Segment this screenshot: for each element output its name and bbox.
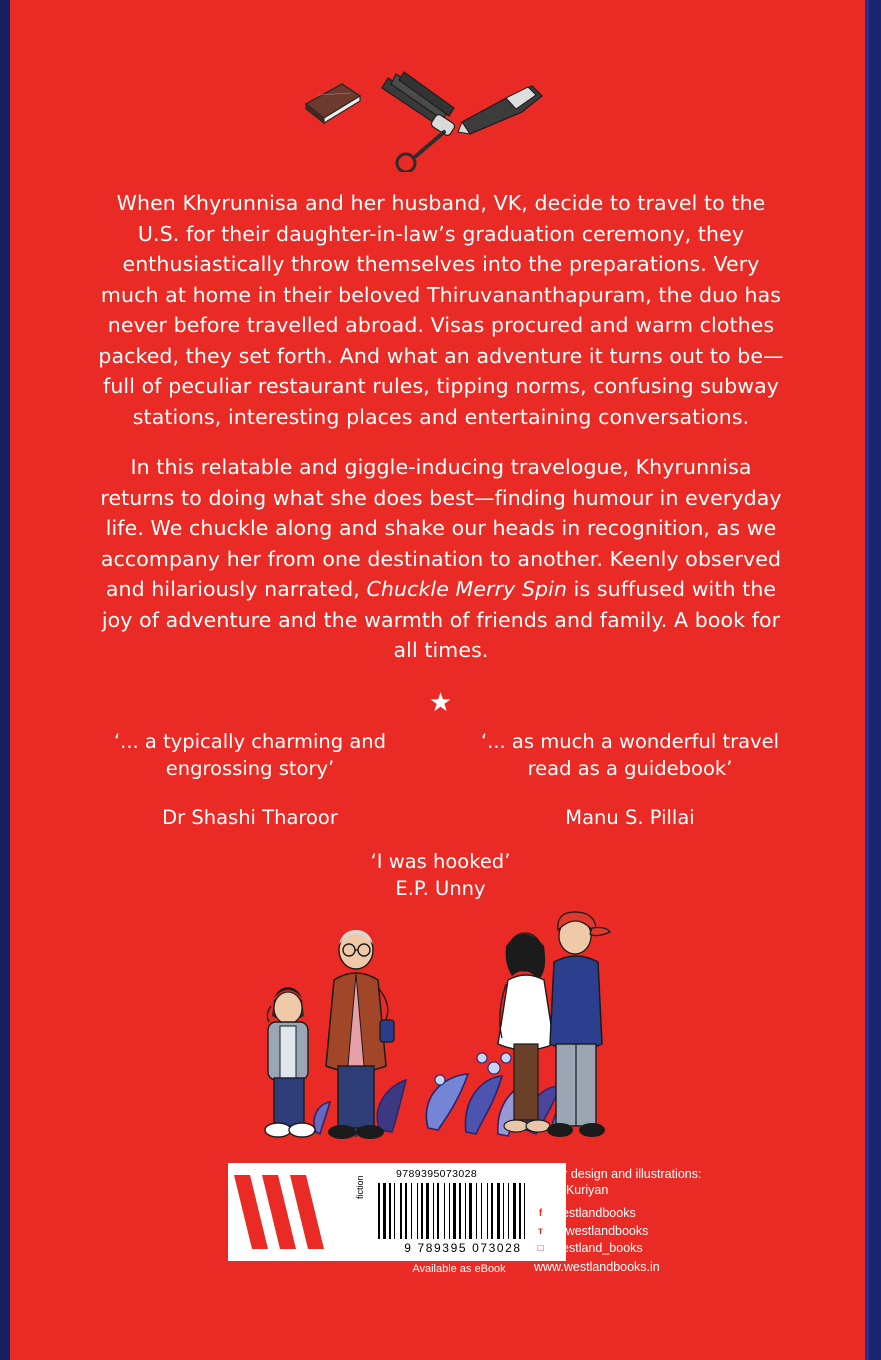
publisher-website[interactable]: www.westlandbooks.in <box>534 1260 660 1274</box>
category-tag-fiction: fiction <box>355 1175 365 1199</box>
book-title-italic: Chuckle Merry Spin <box>366 577 568 601</box>
barcode-digits: 9 789395 073028 <box>404 1241 522 1255</box>
twitter-handle: @westlandbooks <box>553 1223 649 1238</box>
praise-item-left <box>80 728 420 831</box>
social-link-twitter[interactable] <box>534 1224 714 1239</box>
spine-strip-left <box>0 0 10 1360</box>
praise-item-right <box>460 728 800 831</box>
praise-quote-text: ‘... a typically charming and engrossing story’ <box>113 730 387 780</box>
people-and-foliage-illustration <box>230 880 660 1170</box>
travel-items-illustration <box>296 62 566 172</box>
instagram-handle: westland_books <box>553 1241 643 1255</box>
blurb-paragraph-2 <box>96 452 786 666</box>
ebook-availability-note: Available as eBook <box>412 1263 506 1275</box>
social-link-facebook[interactable] <box>534 1206 714 1221</box>
star-divider-icon: ★ <box>428 688 453 718</box>
praise-quote-text: ‘... as much a wonderful travel read as a guidebook’ <box>480 730 780 780</box>
social-link-instagram[interactable] <box>534 1241 714 1256</box>
credit-line-2: Priya Kuriyan <box>534 1183 609 1197</box>
praise-quote-text: ‘I was hooked’ <box>370 850 511 873</box>
cover-credits <box>534 1166 714 1275</box>
instagram-icon: □ <box>534 1242 547 1255</box>
barcode-bars <box>378 1183 552 1239</box>
blurb-paragraph-1: When Khyrunnisa and her husband, VK, decide to travel to the U.S. for their daughter-in-law’s graduation ceremony, they enthusiastically throw themselves into the preparations. Very much at home in their beloved Thiruvananthapuram, the duo has never before travelled abroad. Visas procured and warm clothes packed, they set forth. And what an adventure it turns out to be—full of peculiar restaurant rules, tipping norms, confusing subway stations, interesting places and entertaining conversations. <box>98 191 784 429</box>
praise-quotes <box>80 728 800 831</box>
praise-author-name: Dr Shashi Tharoor <box>162 806 338 829</box>
facebook-icon: f <box>534 1207 547 1220</box>
spine-strip-right <box>869 0 881 1360</box>
praise-author-name: Manu S. Pillai <box>565 806 695 829</box>
credit-line-1: Cover design and illustrations: <box>534 1167 702 1181</box>
blurb-p2-part1: In this relatable and giggle-inducing travelogue, Khyrunnisa returns to doing what she does best—finding humour in everyday life. We chuckle along and shake our heads in recognition, as we accompany her from one destination to another. Keenly observed and hilariously narrated, <box>100 455 782 601</box>
blurb-p2-part2: is suffused with the joy of adventure and the warmth of friends and family. A book for all times. <box>101 577 781 662</box>
praise-author-name: E.P. Unny <box>395 877 486 900</box>
back-cover-blurb <box>96 188 786 666</box>
publisher-logo <box>228 1163 352 1261</box>
facebook-handle: westlandbooks <box>553 1206 636 1220</box>
social-links <box>534 1206 714 1275</box>
barcode-isbn-top: 9789395073028 <box>396 1168 478 1180</box>
twitter-icon: ᴛ <box>534 1225 547 1238</box>
cover-footer <box>228 1163 700 1283</box>
